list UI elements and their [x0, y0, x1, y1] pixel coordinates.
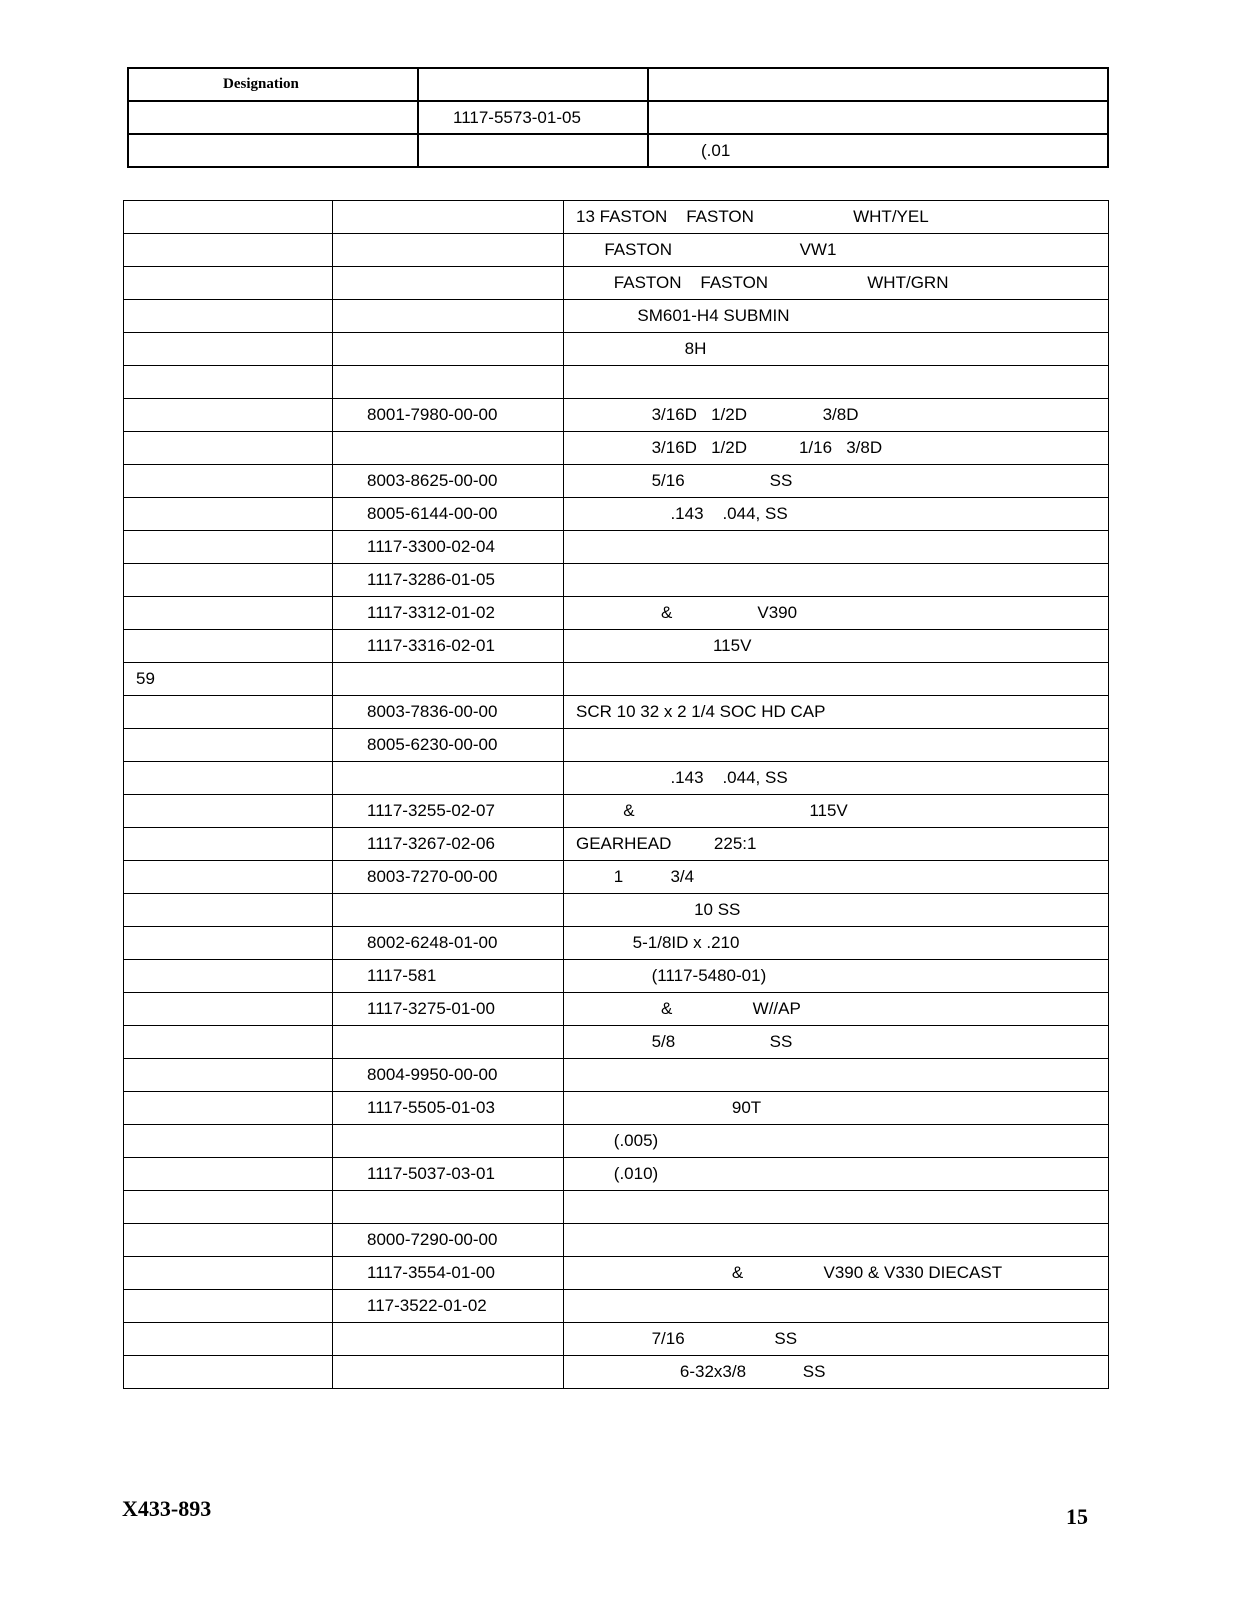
reference-cell: [124, 498, 333, 531]
table-row: [124, 696, 1109, 729]
table-row: [124, 1125, 1109, 1158]
reference-cell: [124, 861, 333, 894]
part-number-cell: [333, 1356, 564, 1389]
table-row: [124, 399, 1109, 432]
header-part-number: 1117-5573-01-05: [418, 101, 648, 134]
reference-cell: [124, 894, 333, 927]
description-cell: .143 .044, SS: [564, 498, 1109, 531]
header-cell: [648, 101, 1108, 134]
description-cell: FASTON VW1: [564, 234, 1109, 267]
table-row: [124, 960, 1109, 993]
table-row: [124, 564, 1109, 597]
reference-cell: [124, 1356, 333, 1389]
table-row: [124, 762, 1109, 795]
parts-table: [123, 200, 1109, 1389]
reference-cell: [124, 1059, 333, 1092]
description-cell: .143 .044, SS: [564, 762, 1109, 795]
reference-cell: [124, 828, 333, 861]
reference-cell: [124, 201, 333, 234]
page-number: 15: [1066, 1504, 1088, 1529]
header-cell: [418, 68, 648, 101]
part-number-cell: 1117-3255-02-07: [333, 795, 564, 828]
description-cell: & V390 & V330 DIECAST: [564, 1257, 1109, 1290]
part-number-cell: 1117-5037-03-01: [333, 1158, 564, 1191]
table-row: [124, 1323, 1109, 1356]
reference-cell: [124, 960, 333, 993]
table-row: [124, 597, 1109, 630]
description-cell: [564, 1191, 1109, 1224]
table-row: [124, 366, 1109, 399]
reference-cell: [124, 927, 333, 960]
table-row: [124, 498, 1109, 531]
part-number-cell: [333, 333, 564, 366]
header-row: [128, 101, 1108, 134]
description-cell: 13 FASTON FASTON WHT/YEL: [564, 201, 1109, 234]
header-table: [127, 67, 1109, 168]
part-number-cell: 1117-3267-02-06: [333, 828, 564, 861]
part-number-cell: 8003-7836-00-00: [333, 696, 564, 729]
header-cell: [648, 68, 1108, 101]
table-row: [124, 1059, 1109, 1092]
part-number-cell: [333, 663, 564, 696]
description-cell: (.010): [564, 1158, 1109, 1191]
description-cell: 8H: [564, 333, 1109, 366]
reference-cell: [124, 465, 333, 498]
table-row: [124, 1356, 1109, 1389]
table-row: [124, 861, 1109, 894]
reference-cell: [124, 300, 333, 333]
table-row: [124, 630, 1109, 663]
description-cell: [564, 531, 1109, 564]
part-number-cell: 8002-6248-01-00: [333, 927, 564, 960]
table-row: [124, 1026, 1109, 1059]
description-cell: [564, 1290, 1109, 1323]
table-row: [124, 1257, 1109, 1290]
description-cell: 115V: [564, 630, 1109, 663]
reference-cell: [124, 531, 333, 564]
part-number-cell: 8004-9950-00-00: [333, 1059, 564, 1092]
part-number-cell: 117-3522-01-02: [333, 1290, 564, 1323]
designation-label: Designation: [128, 68, 418, 101]
table-row: [124, 795, 1109, 828]
reference-cell: [124, 1323, 333, 1356]
reference-cell: [124, 1092, 333, 1125]
description-cell: [564, 1224, 1109, 1257]
reference-cell: [124, 762, 333, 795]
reference-cell: [124, 630, 333, 663]
reference-cell: [124, 696, 333, 729]
part-number-cell: [333, 432, 564, 465]
part-number-cell: 1117-3300-02-04: [333, 531, 564, 564]
description-cell: [564, 1059, 1109, 1092]
part-number-cell: [333, 1323, 564, 1356]
description-cell: (.005): [564, 1125, 1109, 1158]
part-number-cell: 8001-7980-00-00: [333, 399, 564, 432]
description-cell: 6-32x3/8 SS: [564, 1356, 1109, 1389]
description-cell: [564, 663, 1109, 696]
reference-cell: [124, 795, 333, 828]
part-number-cell: 1117-581: [333, 960, 564, 993]
reference-cell: [124, 729, 333, 762]
part-number-cell: 8005-6230-00-00: [333, 729, 564, 762]
part-number-cell: 1117-5505-01-03: [333, 1092, 564, 1125]
table-row: [124, 234, 1109, 267]
description-cell: [564, 366, 1109, 399]
table-row: [124, 1092, 1109, 1125]
part-number-cell: 1117-3286-01-05: [333, 564, 564, 597]
table-row: [124, 993, 1109, 1026]
description-cell: (1117-5480-01): [564, 960, 1109, 993]
part-number-cell: [333, 366, 564, 399]
part-number-cell: [333, 762, 564, 795]
reference-cell: [124, 1026, 333, 1059]
part-number-cell: 8003-7270-00-00: [333, 861, 564, 894]
description-cell: [564, 564, 1109, 597]
reference-cell: [124, 993, 333, 1026]
part-number-cell: 1117-3316-02-01: [333, 630, 564, 663]
description-cell: 3/16D 1/2D 1/16 3/8D: [564, 432, 1109, 465]
part-number-cell: [333, 300, 564, 333]
table-row: [124, 927, 1109, 960]
part-number-cell: [333, 201, 564, 234]
reference-cell: [124, 1290, 333, 1323]
part-number-cell: [333, 234, 564, 267]
description-cell: 3/16D 1/2D 3/8D: [564, 399, 1109, 432]
description-cell: 90T: [564, 1092, 1109, 1125]
description-cell: & W//AP: [564, 993, 1109, 1026]
description-cell: SM601-H4 SUBMIN: [564, 300, 1109, 333]
part-number-cell: 8005-6144-00-00: [333, 498, 564, 531]
description-cell: 7/16 SS: [564, 1323, 1109, 1356]
part-number-cell: 1117-3275-01-00: [333, 993, 564, 1026]
table-row: [124, 663, 1109, 696]
table-row: [124, 729, 1109, 762]
header-cell: [418, 134, 648, 167]
part-number-cell: [333, 894, 564, 927]
table-row: [124, 267, 1109, 300]
table-row: [124, 432, 1109, 465]
reference-cell: [124, 366, 333, 399]
reference-cell: [124, 432, 333, 465]
reference-cell: [124, 1224, 333, 1257]
description-cell: SCR 10 32 x 2 1/4 SOC HD CAP: [564, 696, 1109, 729]
part-number-cell: 1117-3554-01-00: [333, 1257, 564, 1290]
reference-cell: [124, 267, 333, 300]
description-cell: FASTON FASTON WHT/GRN: [564, 267, 1109, 300]
reference-cell: [124, 234, 333, 267]
table-row: [124, 1191, 1109, 1224]
table-row: [124, 333, 1109, 366]
table-row: [124, 828, 1109, 861]
reference-cell: [124, 564, 333, 597]
table-row: [124, 1158, 1109, 1191]
table-row: [124, 894, 1109, 927]
description-cell: 10 SS: [564, 894, 1109, 927]
table-row: [124, 1290, 1109, 1323]
header-row: [128, 68, 1108, 101]
header-cell: [128, 134, 418, 167]
document-number: X433-893: [122, 1496, 212, 1521]
description-cell: [564, 729, 1109, 762]
reference-cell: [124, 399, 333, 432]
reference-cell: [124, 1191, 333, 1224]
part-number-cell: 8000-7290-00-00: [333, 1224, 564, 1257]
description-cell: 5-1/8ID x .210: [564, 927, 1109, 960]
description-cell: 1 3/4: [564, 861, 1109, 894]
part-number-cell: [333, 1026, 564, 1059]
description-cell: & V390: [564, 597, 1109, 630]
part-number-cell: 8003-8625-00-00: [333, 465, 564, 498]
part-number-cell: [333, 1125, 564, 1158]
part-number-cell: 1117-3312-01-02: [333, 597, 564, 630]
table-row: [124, 300, 1109, 333]
reference-cell: [124, 1125, 333, 1158]
description-cell: & 115V: [564, 795, 1109, 828]
header-cell: [128, 101, 418, 134]
description-cell: GEARHEAD 225:1: [564, 828, 1109, 861]
table-row: [124, 465, 1109, 498]
reference-cell: [124, 597, 333, 630]
reference-cell: [124, 1158, 333, 1191]
reference-cell: [124, 1257, 333, 1290]
header-description: (.01: [648, 134, 1108, 167]
description-cell: 5/16 SS: [564, 465, 1109, 498]
header-row: [128, 134, 1108, 167]
reference-cell: 59: [124, 663, 333, 696]
part-number-cell: [333, 267, 564, 300]
table-row: [124, 1224, 1109, 1257]
reference-cell: [124, 333, 333, 366]
description-cell: 5/8 SS: [564, 1026, 1109, 1059]
table-row: [124, 201, 1109, 234]
table-row: [124, 531, 1109, 564]
part-number-cell: [333, 1191, 564, 1224]
parts-body: [124, 201, 1109, 1389]
